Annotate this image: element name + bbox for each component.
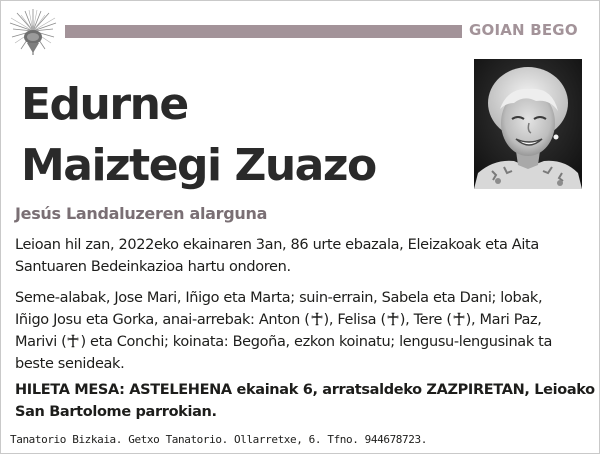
funeral-mass-line: San Bartolome parrokian. bbox=[15, 404, 217, 420]
header-rule bbox=[65, 25, 462, 38]
relatives-text: Iñigo Josu eta Gorka, anai-arrebak: Anton ( bbox=[15, 312, 310, 328]
cross-icon bbox=[311, 312, 323, 326]
cross-icon bbox=[453, 312, 465, 326]
relationship-subtitle: Jesús Landaluzeren alarguna bbox=[15, 204, 268, 223]
relatives-line: beste senideak. bbox=[15, 356, 125, 372]
relatives-text: ), Felisa ( bbox=[323, 312, 386, 328]
relatives-text: Marivi ( bbox=[15, 334, 67, 350]
death-details-line: Leioan hil zan, 2022eko ekainaren 3an, 86 urte ebazala, Eleizakoak eta Aita bbox=[15, 237, 539, 253]
relatives-line bbox=[15, 309, 590, 331]
relatives-text: ) eta Conchi; koinata: Begoña, ezkon koinatu; lengusu-lengusinak ta bbox=[80, 334, 553, 350]
cross-icon bbox=[67, 334, 79, 348]
funeral-home-footer: Tanatorio Bizkaia. Getxo Tanatorio. Ollarretxe, 6. Tfno. 944678723. bbox=[10, 433, 427, 446]
relatives-text: ), Mari Paz, bbox=[465, 312, 542, 328]
relatives-line: Seme-alabak, Jose Mari, Iñigo eta Marta; suin-errain, Sabela eta Dani; lobak, bbox=[15, 290, 543, 306]
deceased-first-name: Edurne bbox=[21, 79, 188, 130]
funeral-mass-line: HILETA MESA: ASTELEHENA ekainak 6, arratsaldeko ZAZPIRETAN, Leioako bbox=[15, 382, 595, 398]
deceased-surnames: Maiztegi Zuazo bbox=[21, 140, 376, 191]
cross-icon bbox=[387, 312, 399, 326]
death-details-line: Santuaren Bedeinkazioa hartu ondoren. bbox=[15, 259, 291, 275]
relatives-text: ), Tere ( bbox=[399, 312, 452, 328]
relatives-line bbox=[15, 331, 590, 353]
funeral-mass-paragraph bbox=[15, 379, 595, 423]
thistle-emblem-icon bbox=[7, 7, 59, 55]
location-label: GOIAN BEGO bbox=[469, 21, 578, 39]
death-details-paragraph bbox=[15, 234, 590, 278]
portrait-photo bbox=[474, 59, 582, 189]
relatives-paragraph bbox=[15, 287, 590, 375]
